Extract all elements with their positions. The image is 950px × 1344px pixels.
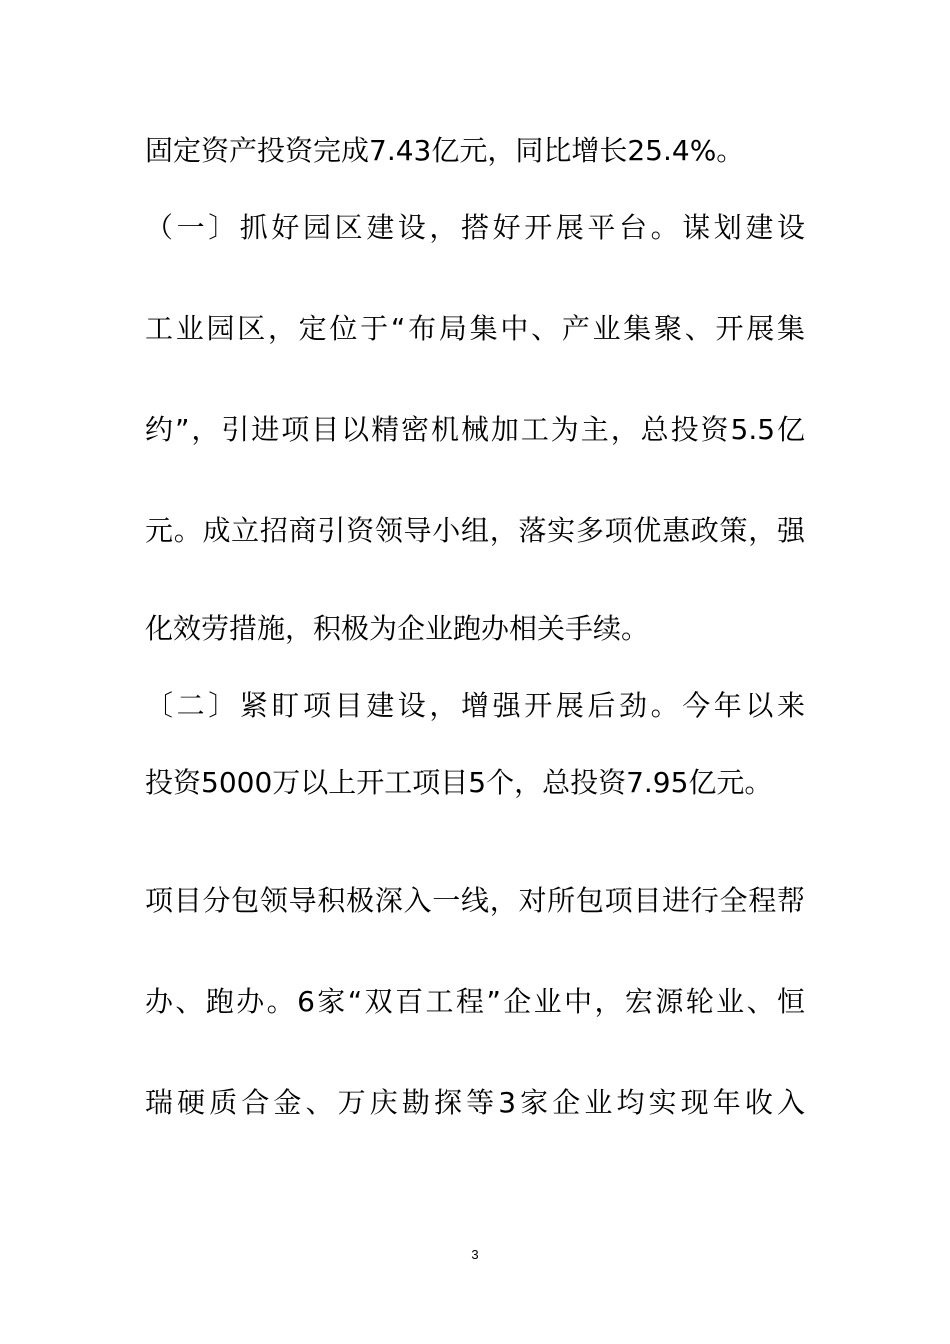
page-number: 3 — [471, 1247, 479, 1262]
text-line: 固定资产投资完成7.43亿元，同比增长25.4%。 — [145, 134, 745, 167]
text-line: 元。成立招商引资领导小组，落实多项优惠政策，强 — [145, 514, 805, 547]
text-line: 瑞硬质合金、万庆勘探等3家企业均实现年收入 — [145, 1086, 805, 1119]
text-line: 工业园区，定位于“布局集中、产业集聚、开展集 — [145, 312, 805, 345]
text-line: 化效劳措施，积极为企业跑办相关手续。 — [145, 612, 650, 645]
text-line: 办、跑办。6家“双百工程”企业中，宏源轮业、恒 — [145, 985, 805, 1018]
text-line: （一〕抓好园区建设，搭好开展平台。谋划建设 — [145, 211, 805, 244]
text-line: 投资5000万以上开工项目5个，总投资7.95亿元。 — [145, 766, 773, 799]
text-line: 项目分包领导积极深入一线，对所包项目进行全程帮 — [145, 884, 805, 917]
text-line: 〔二〕紧盯项目建设，增强开展后劲。今年以来 — [145, 689, 805, 722]
text-line: 约”，引进项目以精密机械加工为主，总投资5.5亿 — [145, 413, 805, 446]
